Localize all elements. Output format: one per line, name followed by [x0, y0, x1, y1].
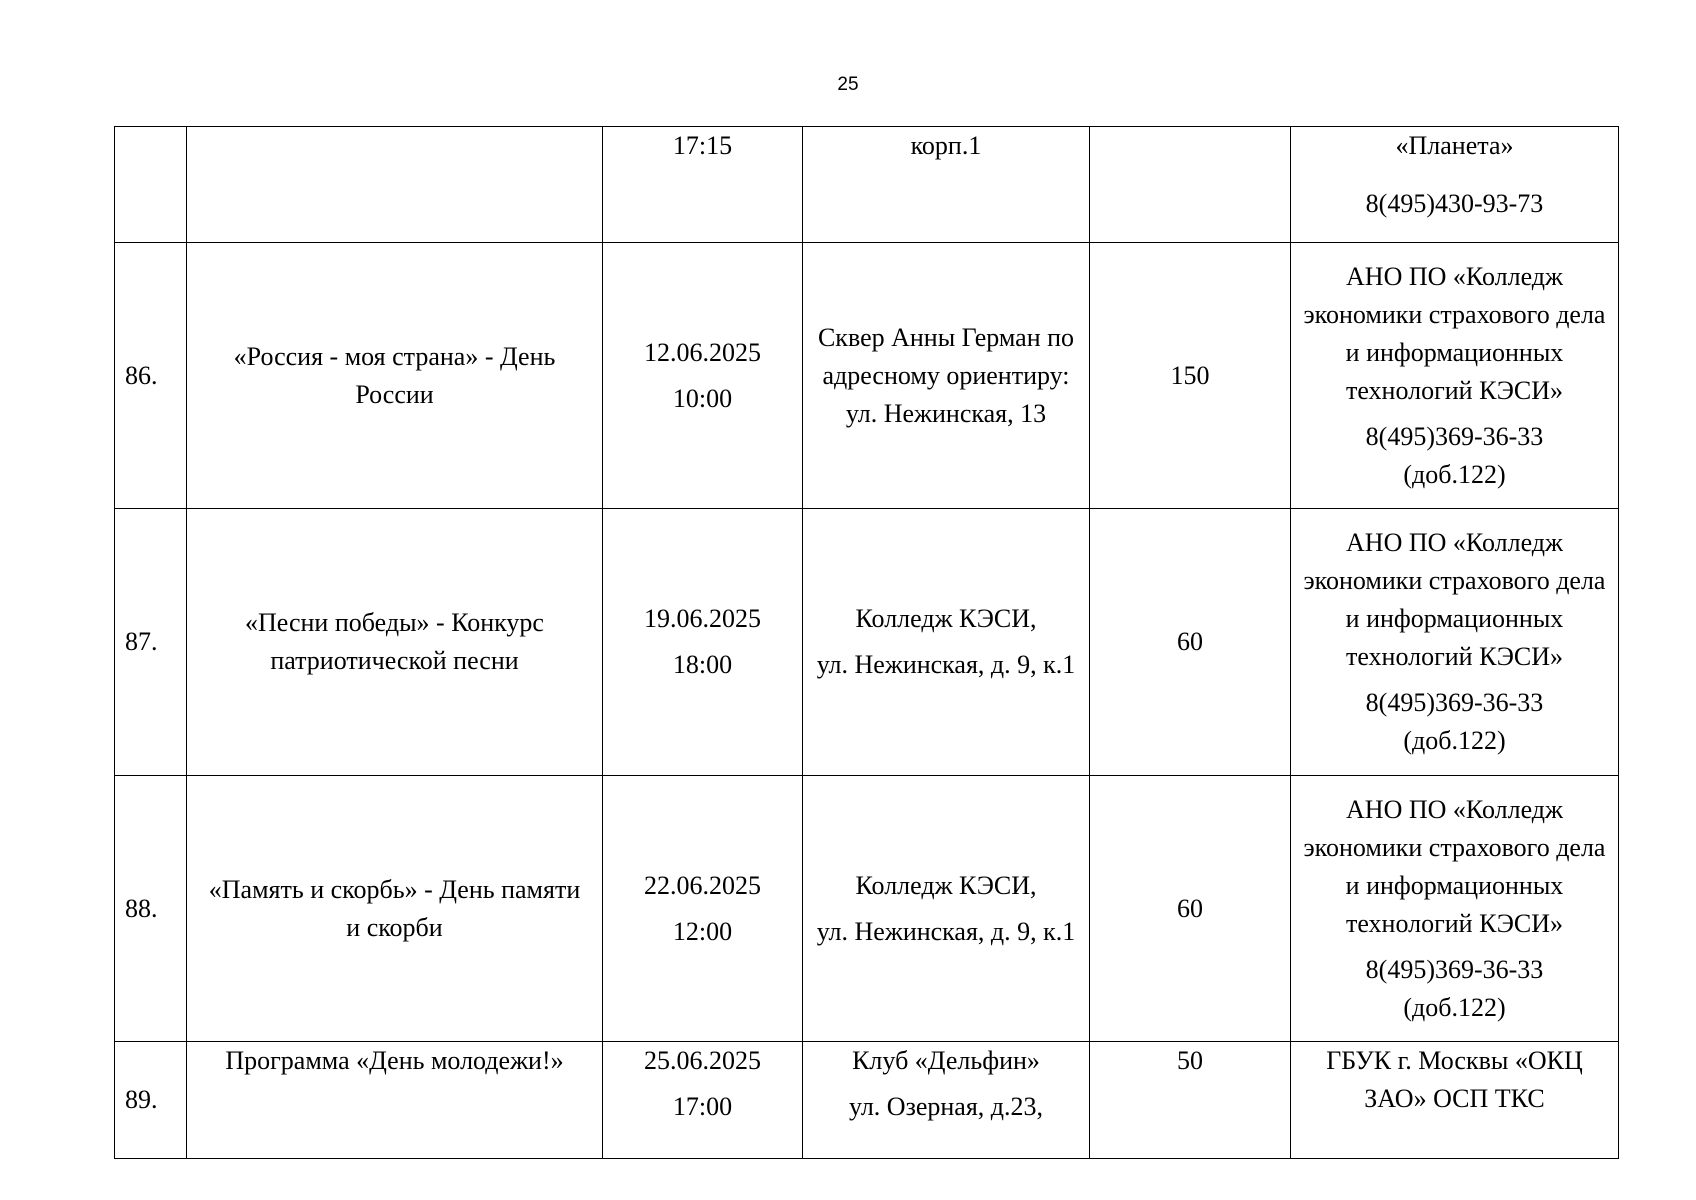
row-number: 87.: [115, 509, 187, 776]
organizer-phone: 8(495)369-36-33: [1365, 954, 1544, 984]
place-line: Колледж КЭСИ,: [855, 604, 1037, 633]
organizer-phone: 8(495)369-36-33: [1365, 421, 1544, 451]
participant-count: 50: [1090, 1042, 1291, 1159]
event-time: 17:15: [672, 131, 733, 160]
table-row: [115, 509, 1619, 776]
organizer-name: АНО ПО «Колледж экономики страхового дела и информационных технологий КЭСИ»: [1303, 794, 1606, 938]
participant-count: 60: [1090, 776, 1291, 1042]
events-table: [114, 126, 1619, 1159]
event-name: «Россия - моя страна» - День России: [187, 243, 603, 509]
event-place: [803, 127, 1090, 243]
participant-count: 150: [1090, 243, 1291, 509]
place-line: ул. Нежинская, д. 9, к.1: [816, 916, 1076, 946]
event-date: 22.06.2025: [644, 870, 761, 900]
event-datetime: [603, 243, 803, 509]
table-row: [115, 127, 1619, 243]
place-line: ул. Озерная, д.23,: [848, 1092, 1044, 1121]
event-datetime: [603, 127, 803, 243]
participant-count: 60: [1090, 509, 1291, 776]
organizer-phone: 8(495)430-93-73: [1365, 189, 1544, 218]
place-line: Колледж КЭСИ,: [855, 870, 1037, 900]
event-time: 12:00: [672, 916, 733, 946]
place-line: ул. Нежинская, д. 9, к.1: [816, 650, 1076, 679]
organizer-name: АНО ПО «Колледж экономики страхового дела и информационных технологий КЭСИ»: [1303, 528, 1606, 671]
event-time: 10:00: [672, 383, 733, 413]
table-row: [115, 1042, 1619, 1159]
organizer-ext: (доб.122): [1403, 726, 1506, 755]
place-line: Сквер Анны Герман по адресному ориентиру: ул. Нежинская, 13: [817, 322, 1075, 428]
organizer-ext: (доб.122): [1403, 992, 1506, 1022]
row-number: 86.: [115, 243, 187, 509]
event-datetime: [603, 509, 803, 776]
event-place: [803, 509, 1090, 776]
event-datetime: [603, 1042, 803, 1159]
place-line: Клуб «Дельфин»: [852, 1046, 1040, 1075]
organizer-cell: [1291, 509, 1619, 776]
table-row: [115, 243, 1619, 509]
organizer-cell: [1291, 243, 1619, 509]
row-number: [115, 127, 187, 243]
organizer-name: ГБУК г. Москвы «ОКЦ ЗАО» ОСП ТКС: [1326, 1046, 1583, 1113]
organizer-cell: [1291, 776, 1619, 1042]
place-line: корп.1: [910, 131, 982, 160]
row-number: 89.: [115, 1042, 187, 1159]
event-name: «Песни победы» - Конкурс патриотической песни: [187, 509, 603, 776]
row-number: 88.: [115, 776, 187, 1042]
organizer-name: АНО ПО «Колледж экономики страхового дела и информационных технологий КЭСИ»: [1303, 261, 1606, 405]
table-row: [115, 776, 1619, 1042]
organizer-cell: [1291, 127, 1619, 243]
event-date: 25.06.2025: [644, 1046, 761, 1075]
event-date: 19.06.2025: [644, 604, 761, 633]
event-name: [187, 127, 603, 243]
event-time: 18:00: [672, 650, 733, 679]
event-name: «Память и скорбь» - День памяти и скорби: [187, 776, 603, 1042]
event-place: [803, 1042, 1090, 1159]
event-name: Программа «День молодежи!»: [187, 1042, 603, 1159]
event-place: [803, 243, 1090, 509]
page-number: 25: [837, 74, 859, 95]
organizer-cell: [1291, 1042, 1619, 1159]
organizer-phone: 8(495)369-36-33: [1365, 688, 1544, 717]
event-time: 17:00: [672, 1092, 733, 1121]
event-date: 12.06.2025: [644, 337, 761, 367]
event-place: [803, 776, 1090, 1042]
organizer-name: «Планета»: [1395, 131, 1514, 160]
organizer-ext: (доб.122): [1403, 459, 1506, 489]
event-datetime: [603, 776, 803, 1042]
participant-count: [1090, 127, 1291, 243]
